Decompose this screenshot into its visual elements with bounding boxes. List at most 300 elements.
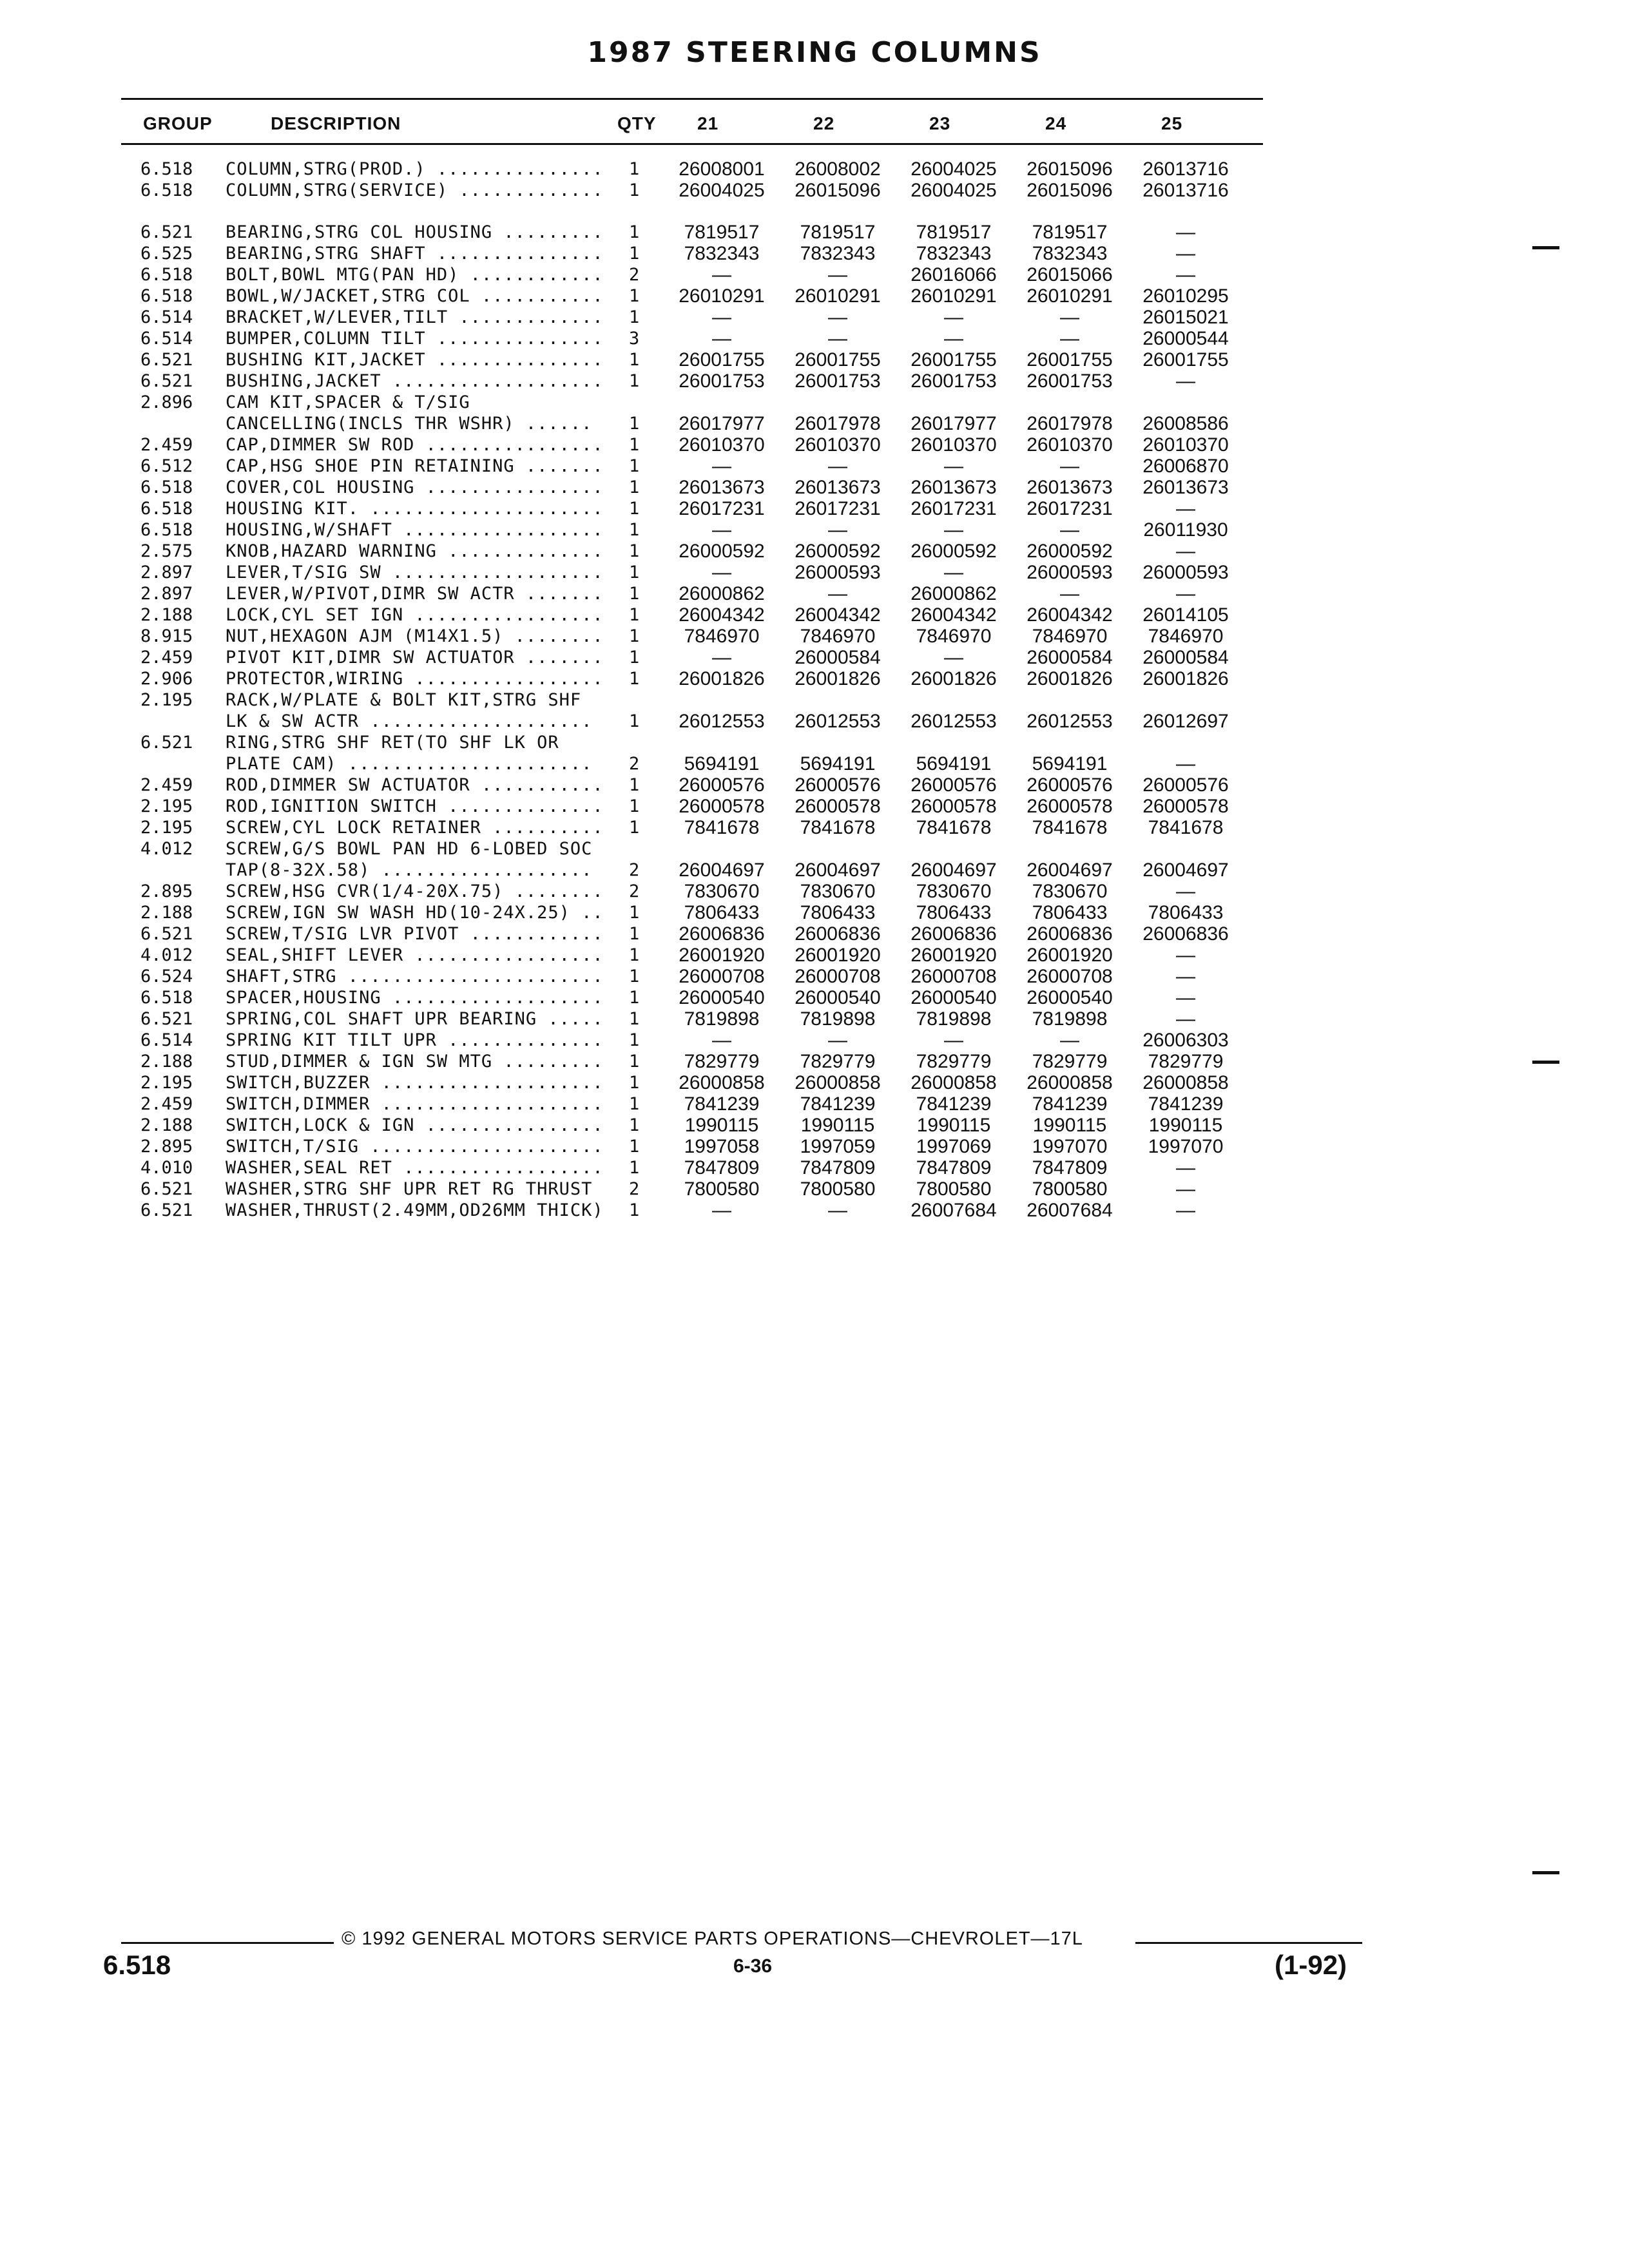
col-22-cell: 1990115 [800, 1115, 875, 1136]
qty-cell: 1 [629, 711, 640, 731]
description-cell: RING,STRG SHF RET(TO SHF LK OR [226, 733, 559, 753]
col-23-cell: 26013673 [911, 477, 997, 498]
description-cell: STUD,DIMMER & IGN SW MTG ......... [226, 1052, 604, 1072]
col-23-cell: 26000858 [911, 1072, 997, 1093]
col-23-cell: — [944, 456, 963, 477]
col-25-cell: — [1176, 1008, 1195, 1030]
col-25-cell: 26013673 [1142, 477, 1229, 498]
col-25-cell: — [1176, 583, 1195, 604]
group-cell: 2.895 [140, 1137, 193, 1157]
description-cell: PIVOT KIT,DIMR SW ACTUATOR ....... [226, 648, 604, 668]
col-25-cell: 26000576 [1142, 774, 1229, 796]
col-25-cell: 7841239 [1148, 1093, 1224, 1115]
group-cell: 2.895 [140, 881, 193, 901]
description-cell: LK & SW ACTR .................... [226, 711, 593, 731]
table-row [0, 477, 1629, 498]
col-23-cell: — [944, 647, 963, 668]
col-22-cell: 26008002 [795, 159, 881, 180]
col-21-cell: 26000578 [679, 796, 765, 817]
col-22-cell: 7806433 [800, 902, 876, 923]
description-cell: CAP,HSG SHOE PIN RETAINING ....... [226, 456, 604, 476]
qty-cell: 1 [629, 924, 640, 944]
group-cell: 2.195 [140, 796, 193, 816]
qty-cell: 1 [629, 286, 640, 306]
table-row [0, 711, 1629, 732]
qty-cell: 1 [629, 945, 640, 965]
col-22-cell: 7841678 [800, 817, 876, 838]
qty-cell: 1 [629, 648, 640, 668]
table-row [0, 732, 1629, 753]
col-25-cell: 26012697 [1142, 711, 1229, 732]
description-cell: COLUMN,STRG(SERVICE) ............. [226, 180, 604, 200]
qty-cell: 1 [629, 903, 640, 923]
section-number: 6.518 [103, 1950, 171, 1980]
col-24-cell: 26001826 [1027, 668, 1113, 689]
col-23-cell: 26006836 [911, 923, 997, 945]
col-23-cell: 1997069 [916, 1136, 992, 1157]
margin-mark [1532, 1871, 1559, 1874]
table-row [0, 838, 1629, 860]
col-25-cell: 26000578 [1142, 796, 1229, 817]
col-22-cell: — [828, 583, 847, 604]
col-21-cell: 26013673 [679, 477, 765, 498]
qty-cell: 1 [629, 1073, 640, 1093]
table-row [0, 1200, 1629, 1221]
col-24-cell: 26015096 [1027, 159, 1113, 180]
col-22-cell: 26006836 [795, 923, 881, 945]
description-cell: SPRING,COL SHAFT UPR BEARING ..... [226, 1009, 604, 1029]
table-row [0, 1072, 1629, 1093]
col-24-cell: 7841239 [1032, 1093, 1108, 1115]
col-24-cell: 26000858 [1027, 1072, 1113, 1093]
qty-cell: 1 [629, 1115, 640, 1135]
col-24-cell: 1990115 [1032, 1115, 1107, 1136]
col-23-cell: 7819517 [916, 222, 992, 243]
col-24-cell: — [1060, 519, 1079, 541]
table-row [0, 796, 1629, 817]
description-cell: SHAFT,STRG ....................... [226, 966, 604, 986]
group-cell: 2.459 [140, 435, 193, 455]
col-21-cell: — [712, 328, 731, 349]
col-22-cell: 26001753 [795, 370, 881, 392]
group-cell: 6.524 [140, 966, 193, 986]
col-24-cell: 26000576 [1027, 774, 1113, 796]
col-25-cell: — [1176, 1178, 1195, 1200]
col-22-cell: 26000578 [795, 796, 881, 817]
footer-rule-right [1135, 1942, 1362, 1944]
description-cell: SCREW,G/S BOWL PAN HD 6-LOBED SOC [226, 839, 593, 859]
col-25-cell: — [1176, 370, 1195, 392]
table-row [0, 668, 1629, 689]
table-row [0, 562, 1629, 583]
description-cell: BUSHING,JACKET ................... [226, 371, 604, 391]
col-23-cell: 26001826 [911, 668, 997, 689]
group-cell: 2.195 [140, 818, 193, 838]
table-row [0, 243, 1629, 264]
table-row [0, 753, 1629, 774]
col-22-cell: 5694191 [800, 753, 876, 774]
col-25-cell: — [1176, 1200, 1195, 1221]
col-23-cell: 7832343 [916, 243, 992, 264]
description-cell: LOCK,CYL SET IGN ................. [226, 605, 604, 625]
col-23-cell: 7806433 [916, 902, 992, 923]
col-21-cell: 26004342 [679, 604, 765, 626]
col-23-cell: 7841678 [916, 817, 992, 838]
qty-cell: 1 [629, 222, 640, 242]
table-row [0, 1136, 1629, 1157]
col-23-cell: 26004025 [911, 159, 997, 180]
qty-cell: 1 [629, 350, 640, 370]
col-23-cell: 26000576 [911, 774, 997, 796]
col-23-cell: 26000592 [911, 541, 997, 562]
col-22-cell: 26010291 [795, 285, 881, 307]
description-cell: BUSHING KIT,JACKET ............... [226, 350, 604, 370]
qty-cell: 1 [629, 520, 640, 540]
col-21-cell: 26001755 [679, 349, 765, 370]
col-23-cell: 26000708 [911, 966, 997, 987]
group-cell: 6.518 [140, 520, 193, 540]
col-21-cell: 26010370 [679, 434, 765, 456]
col-22-cell: 26004342 [795, 604, 881, 626]
qty-cell: 1 [629, 1158, 640, 1178]
col-24-cell: 7847809 [1032, 1157, 1108, 1178]
col-24-cell: 26004697 [1027, 860, 1113, 881]
col-23-cell: — [944, 1030, 963, 1051]
group-cell: 6.518 [140, 265, 193, 285]
col-22-cell: 26000584 [795, 647, 881, 668]
description-cell: SWITCH,BUZZER .................... [226, 1073, 604, 1093]
col-22-cell: 7819517 [800, 222, 876, 243]
group-cell: 4.012 [140, 945, 193, 965]
qty-cell: 1 [629, 307, 640, 327]
table-row [0, 159, 1629, 180]
group-cell: 2.459 [140, 648, 193, 668]
col-21-cell: 26004697 [679, 860, 765, 881]
col-23-cell: 26001920 [911, 945, 997, 966]
col-23-cell: 7829779 [916, 1051, 992, 1072]
col-25-cell: 26010370 [1142, 434, 1229, 456]
header-qty: QTY [617, 113, 657, 133]
qty-cell: 1 [629, 669, 640, 689]
col-24-cell: 26007684 [1027, 1200, 1113, 1221]
description-cell: BOWL,W/JACKET,STRG COL ........... [226, 286, 604, 306]
qty-cell: 1 [629, 371, 640, 391]
group-cell: 6.521 [140, 371, 193, 391]
table-row [0, 817, 1629, 838]
qty-cell: 1 [629, 1094, 640, 1114]
col-22-cell: 26000708 [795, 966, 881, 987]
col-25-cell: 26006303 [1142, 1030, 1229, 1051]
description-cell: RACK,W/PLATE & BOLT KIT,STRG SHF [226, 690, 582, 710]
col-21-cell: 26017977 [679, 413, 765, 434]
qty-cell: 1 [629, 605, 640, 625]
table-row [0, 1008, 1629, 1030]
col-21-cell: 7819898 [684, 1008, 760, 1030]
group-cell: 6.518 [140, 499, 193, 519]
group-cell: 2.906 [140, 669, 193, 689]
col-21-cell: 7841678 [684, 817, 760, 838]
col-22-cell: 7832343 [800, 243, 876, 264]
group-cell: 6.521 [140, 733, 193, 753]
col-21-cell: 1990115 [684, 1115, 759, 1136]
group-cell: 2.459 [140, 775, 193, 795]
col-22-cell: 7841239 [800, 1093, 876, 1115]
col-25-cell: 26011930 [1143, 519, 1228, 541]
col-24-cell: 26004342 [1027, 604, 1113, 626]
description-cell: HOUSING,W/SHAFT .................. [226, 520, 604, 540]
col-23-cell: 26012553 [911, 711, 997, 732]
col-24-cell: 5694191 [1032, 753, 1108, 774]
col-24-cell: — [1060, 307, 1079, 328]
description-cell: TAP(8-32X.58) ................... [226, 860, 593, 880]
col-21-cell: 7832343 [684, 243, 760, 264]
col-22-cell: — [828, 1200, 847, 1221]
description-cell: HOUSING KIT. ..................... [226, 499, 604, 519]
group-cell: 6.518 [140, 286, 193, 306]
col-24-cell: 7819517 [1032, 222, 1108, 243]
col-21-cell: 26000862 [679, 583, 765, 604]
qty-cell: 1 [629, 626, 640, 646]
col-24-cell: 26006836 [1027, 923, 1113, 945]
col-23-cell: 7846970 [916, 626, 992, 647]
col-23-cell: 7800580 [916, 1178, 992, 1200]
col-21-cell: 26008001 [679, 159, 765, 180]
description-cell: PROTECTOR,WIRING ................. [226, 669, 604, 689]
col-24-cell: 26015066 [1027, 264, 1113, 285]
col-21-cell: 26004025 [679, 180, 765, 201]
col-24-cell: 26000584 [1027, 647, 1113, 668]
description-cell: BRACKET,W/LEVER,TILT ............. [226, 307, 604, 327]
col-22-cell: 7846970 [800, 626, 876, 647]
col-25-cell: — [1176, 498, 1195, 519]
col-25-cell: 26006836 [1142, 923, 1229, 945]
col-23-cell: — [944, 519, 963, 541]
col-25-cell: — [1176, 945, 1195, 966]
col-22-cell: — [828, 307, 847, 328]
group-cell: 6.514 [140, 307, 193, 327]
table-row [0, 966, 1629, 987]
col-24-cell: 26001920 [1027, 945, 1113, 966]
table-row [0, 1115, 1629, 1136]
qty-cell: 1 [629, 180, 640, 200]
col-23-cell: — [944, 562, 963, 583]
col-21-cell: — [712, 1200, 731, 1221]
col-24-cell: 26017978 [1027, 413, 1113, 434]
table-row [0, 945, 1629, 966]
col-23-cell: 26000540 [911, 987, 997, 1008]
col-22-cell: — [828, 519, 847, 541]
col-23-cell: — [944, 307, 963, 328]
col-23-cell: 26000578 [911, 796, 997, 817]
group-cell: 6.518 [140, 477, 193, 497]
table-row [0, 264, 1629, 285]
group-cell: 2.575 [140, 541, 193, 561]
group-cell: 2.896 [140, 392, 193, 412]
group-cell: 6.521 [140, 350, 193, 370]
table-row [0, 987, 1629, 1008]
col-24-cell: 26000592 [1027, 541, 1113, 562]
col-24-cell: 26001755 [1027, 349, 1113, 370]
col-21-cell: 26000540 [679, 987, 765, 1008]
group-cell: 2.897 [140, 562, 193, 582]
qty-cell: 1 [629, 562, 640, 582]
group-cell: 4.012 [140, 839, 193, 859]
qty-cell: 1 [629, 456, 640, 476]
col-24-cell: 26017231 [1027, 498, 1113, 519]
qty-cell: 1 [629, 1200, 640, 1220]
col-22-cell: 26000540 [795, 987, 881, 1008]
col-25-cell: 26001826 [1142, 668, 1229, 689]
col-25-cell: 7841678 [1148, 817, 1224, 838]
col-23-cell: 1990115 [916, 1115, 991, 1136]
margin-mark [1532, 1061, 1559, 1064]
group-cell: 2.195 [140, 1073, 193, 1093]
table-row [0, 626, 1629, 647]
qty-cell: 1 [629, 477, 640, 497]
col-22-cell: — [828, 328, 847, 349]
col-24-cell: 26010370 [1027, 434, 1113, 456]
header-col-23: 23 [929, 113, 951, 133]
col-25-cell: 7806433 [1148, 902, 1224, 923]
col-22-cell: 26001920 [795, 945, 881, 966]
col-22-cell: 26004697 [795, 860, 881, 881]
qty-cell: 2 [629, 860, 640, 880]
col-25-cell: 7846970 [1148, 626, 1224, 647]
table-row [0, 498, 1629, 519]
description-cell: SPACER,HOUSING ................... [226, 988, 604, 1008]
col-24-cell: 26015096 [1027, 180, 1113, 201]
col-21-cell: — [712, 519, 731, 541]
qty-cell: 1 [629, 499, 640, 519]
col-25-cell: 26000593 [1142, 562, 1229, 583]
col-25-cell: — [1176, 966, 1195, 987]
col-21-cell: 1997058 [684, 1136, 760, 1157]
col-24-cell: 7830670 [1032, 881, 1108, 902]
col-22-cell: 26013673 [795, 477, 881, 498]
page-number: 6-36 [733, 1956, 773, 1977]
col-21-cell: 26001753 [679, 370, 765, 392]
col-23-cell: 7841239 [916, 1093, 992, 1115]
group-cell: 8.915 [140, 626, 193, 646]
col-25-cell: — [1176, 243, 1195, 264]
col-23-cell: 26007684 [911, 1200, 997, 1221]
table-row [0, 392, 1629, 413]
col-23-cell: 26004025 [911, 180, 997, 201]
qty-cell: 1 [629, 796, 640, 816]
col-24-cell: — [1060, 456, 1079, 477]
table-row [0, 370, 1629, 392]
group-cell: 6.521 [140, 1009, 193, 1029]
col-22-cell: 7800580 [800, 1178, 876, 1200]
col-24-cell: 26001753 [1027, 370, 1113, 392]
col-22-cell: 26000593 [795, 562, 881, 583]
col-21-cell: — [712, 456, 731, 477]
col-24-cell: 7829779 [1032, 1051, 1108, 1072]
header-top-rule [121, 98, 1263, 100]
group-cell: 6.518 [140, 159, 193, 179]
col-21-cell: 7806433 [684, 902, 760, 923]
col-24-cell: 26013673 [1027, 477, 1113, 498]
table-row [0, 689, 1629, 711]
col-24-cell: 26000540 [1027, 987, 1113, 1008]
col-21-cell: 7847809 [684, 1157, 760, 1178]
description-cell: WASHER,SEAL RET .................. [226, 1158, 604, 1178]
col-25-cell: 26013716 [1142, 180, 1229, 201]
table-row [0, 1051, 1629, 1072]
revision-date: (1-92) [1275, 1950, 1347, 1980]
col-25-cell: 26000858 [1142, 1072, 1229, 1093]
col-22-cell: 1997059 [800, 1136, 876, 1157]
table-row [0, 923, 1629, 945]
description-cell: CANCELLING(INCLS THR WSHR) ...... [226, 414, 593, 434]
col-21-cell: 26000592 [679, 541, 765, 562]
description-cell: SWITCH,DIMMER .................... [226, 1094, 604, 1114]
col-25-cell: 1990115 [1148, 1115, 1223, 1136]
col-25-cell: — [1176, 753, 1195, 774]
col-22-cell: 7829779 [800, 1051, 876, 1072]
col-24-cell: 7800580 [1032, 1178, 1108, 1200]
description-cell: CAP,DIMMER SW ROD ................ [226, 435, 604, 455]
table-row [0, 456, 1629, 477]
col-25-cell: 26006870 [1142, 456, 1229, 477]
qty-cell: 1 [629, 1009, 640, 1029]
qty-cell: 1 [629, 775, 640, 795]
description-cell: BEARING,STRG COL HOUSING ......... [226, 222, 604, 242]
col-22-cell: 26010370 [795, 434, 881, 456]
copyright-notice: © 1992 GENERAL MOTORS SERVICE PARTS OPERATIONS—CHEVROLET—17L [342, 1928, 1083, 1949]
col-24-cell: 26000578 [1027, 796, 1113, 817]
col-25-cell: 26010295 [1142, 285, 1229, 307]
qty-cell: 1 [629, 1052, 640, 1072]
description-cell: KNOB,HAZARD WARNING .............. [226, 541, 604, 561]
description-cell: COLUMN,STRG(PROD.) ............... [226, 159, 604, 179]
table-row [0, 647, 1629, 668]
description-cell: SWITCH,T/SIG ..................... [226, 1137, 604, 1157]
description-cell: BUMPER,COLUMN TILT ............... [226, 329, 604, 349]
col-22-cell: — [828, 1030, 847, 1051]
col-25-cell: — [1176, 881, 1195, 902]
col-25-cell: 7829779 [1148, 1051, 1224, 1072]
qty-cell: 1 [629, 988, 640, 1008]
qty-cell: 1 [629, 1137, 640, 1157]
qty-cell: 1 [629, 1030, 640, 1050]
qty-cell: 1 [629, 435, 640, 455]
header-col-21: 21 [697, 113, 719, 133]
description-cell: LEVER,T/SIG SW ................... [226, 562, 604, 582]
group-cell: 2.188 [140, 903, 193, 923]
qty-cell: 1 [629, 244, 640, 264]
col-23-cell: 7847809 [916, 1157, 992, 1178]
description-cell: SEAL,SHIFT LEVER ................. [226, 945, 604, 965]
table-row [0, 222, 1629, 243]
description-cell: COVER,COL HOUSING ................ [226, 477, 604, 497]
col-23-cell: 26016066 [911, 264, 997, 285]
col-23-cell: 26001753 [911, 370, 997, 392]
qty-cell: 2 [629, 754, 640, 774]
col-22-cell: — [828, 456, 847, 477]
col-22-cell: 26000858 [795, 1072, 881, 1093]
col-22-cell: 26012553 [795, 711, 881, 732]
qty-cell: 1 [629, 159, 640, 179]
qty-cell: 2 [629, 265, 640, 285]
table-row [0, 180, 1629, 201]
col-22-cell: 26001755 [795, 349, 881, 370]
group-cell: 6.521 [140, 222, 193, 242]
col-25-cell: — [1176, 222, 1195, 243]
col-23-cell: 7830670 [916, 881, 992, 902]
col-22-cell: 26015096 [795, 180, 881, 201]
description-cell: SCREW,IGN SW WASH HD(10-24X.25) .. [226, 903, 604, 923]
